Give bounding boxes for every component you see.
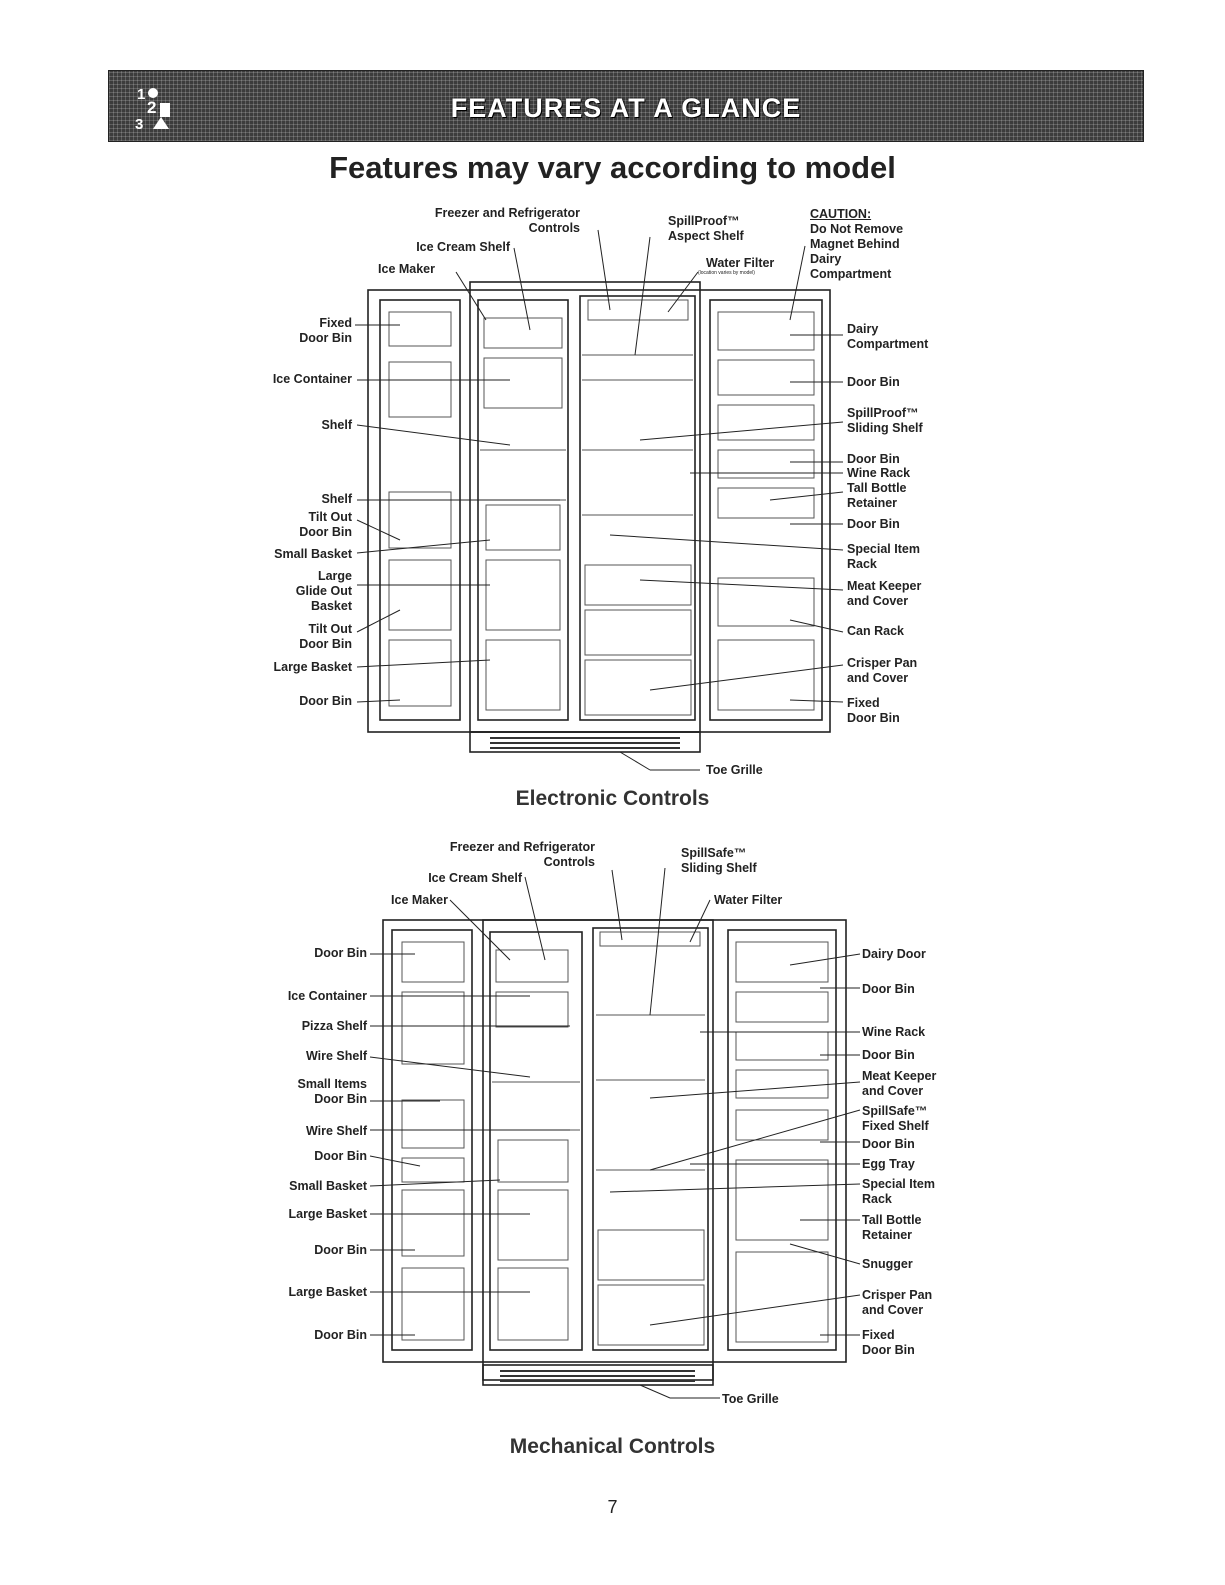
label-water-filter: Water Filter	[706, 256, 775, 270]
label-right-3: SpillProof™ Sliding Shelf	[847, 406, 923, 435]
label-mech-right-9: Special Item Rack	[862, 1177, 935, 1206]
label-mech-left-12: Door Bin	[314, 1328, 367, 1342]
label-mech-left-1: Door Bin	[314, 946, 367, 960]
label-mech-right-11: Snugger	[862, 1257, 913, 1271]
label-right-4: Door Bin	[847, 452, 900, 466]
label-right-11: Crisper Pan and Cover	[847, 656, 918, 685]
label-left-4: Shelf	[321, 492, 352, 506]
label-left-2: Ice Container	[272, 372, 352, 386]
label-mech-right-4: Door Bin	[862, 1048, 915, 1062]
label-mech-ice-maker: Ice Maker	[391, 893, 448, 907]
label-mech-left-11: Large Basket	[288, 1285, 367, 1299]
mechanical-fridge-illustration	[0, 820, 1225, 1420]
label-mech-left-2: Ice Container	[287, 989, 367, 1003]
label-left-5: Tilt Out Door Bin	[299, 510, 352, 539]
label-mech-right-12: Crisper Pan and Cover	[862, 1288, 933, 1317]
label-mech-left-4: Wire Shelf	[305, 1049, 367, 1063]
caution-text: Do Not Remove Magnet Behind Dairy Compartment	[810, 222, 904, 281]
caution-heading: CAUTION:	[810, 207, 872, 221]
label-mech-right-8: Egg Tray	[862, 1157, 915, 1171]
svg-text:1: 1	[137, 86, 146, 103]
label-right-2: Door Bin	[847, 375, 900, 389]
page-subtitle: Features may vary according to model	[329, 150, 896, 185]
label-mech-right-10: Tall Bottle Retainer	[862, 1213, 922, 1242]
label-mech-right-5: Meat Keeper and Cover	[862, 1069, 937, 1098]
label-toe-grille: Toe Grille	[706, 763, 763, 777]
label-left-3: Shelf	[321, 418, 352, 432]
label-ice-maker: Ice Maker	[378, 262, 435, 276]
label-right-5: Wine Rack	[847, 466, 911, 480]
mechanical-controls-caption: Mechanical Controls	[509, 1435, 716, 1458]
label-mech-left-10: Door Bin	[314, 1243, 367, 1257]
label-mech-right-7: Door Bin	[862, 1137, 915, 1151]
label-mech-left-9: Large Basket	[288, 1207, 367, 1221]
label-mech-freezer-refrigerator-controls: Freezer and Refrigerator Controls	[449, 840, 595, 869]
svg-text:2: 2	[147, 98, 157, 117]
label-mech-left-5: Small Items Door Bin	[297, 1077, 367, 1106]
label-mech-right-3: Wine Rack	[862, 1025, 926, 1039]
label-mech-right-13: Fixed Door Bin	[862, 1328, 915, 1357]
page-number: 7	[607, 1497, 618, 1517]
label-ice-cream-shelf: Ice Cream Shelf	[416, 240, 510, 254]
label-right-8: Special Item Rack	[847, 542, 920, 571]
label-left-8: Tilt Out Door Bin	[299, 622, 352, 651]
label-freezer-refrigerator-controls: Freezer and Refrigerator Controls	[434, 206, 580, 235]
label-mech-left-6: Wire Shelf	[305, 1124, 367, 1138]
mechanical-controls-diagram	[0, 820, 1225, 1420]
label-mech-left-3: Pizza Shelf	[301, 1019, 367, 1033]
svg-text:3: 3	[135, 116, 144, 133]
label-left-10: Door Bin	[299, 694, 352, 708]
label-water-filter-note: (location varies by model)	[698, 270, 755, 276]
page-title: FEATURES AT A GLANCE	[450, 93, 802, 123]
label-right-7: Door Bin	[847, 517, 900, 531]
label-mech-toe-grille: Toe Grille	[722, 1392, 779, 1406]
label-mech-water-filter: Water Filter	[714, 893, 783, 907]
label-mech-right-2: Door Bin	[862, 982, 915, 996]
label-left-7: Large Glide Out Basket	[295, 569, 352, 613]
label-right-1: Dairy Compartment	[847, 322, 929, 351]
label-left-1: Fixed Door Bin	[299, 316, 352, 345]
label-mech-left-7: Door Bin	[314, 1149, 367, 1163]
label-right-12: Fixed Door Bin	[847, 696, 900, 725]
label-right-6: Tall Bottle Retainer	[847, 481, 907, 510]
label-left-6: Small Basket	[274, 547, 352, 561]
label-mech-spillsafe-sliding-shelf: SpillSafe™ Sliding Shelf	[681, 846, 757, 875]
label-mech-left-8: Small Basket	[289, 1179, 367, 1193]
label-mech-right-1: Dairy Door	[862, 947, 926, 961]
label-right-10: Can Rack	[847, 624, 904, 638]
label-spillproof-aspect-shelf: SpillProof™ Aspect Shelf	[668, 214, 744, 243]
label-right-9: Meat Keeper and Cover	[847, 579, 922, 608]
label-mech-right-6: SpillSafe™ Fixed Shelf	[862, 1104, 929, 1133]
label-left-9: Large Basket	[273, 660, 352, 674]
label-mech-ice-cream-shelf: Ice Cream Shelf	[428, 871, 522, 885]
electronic-controls-caption: Electronic Controls	[515, 787, 710, 810]
